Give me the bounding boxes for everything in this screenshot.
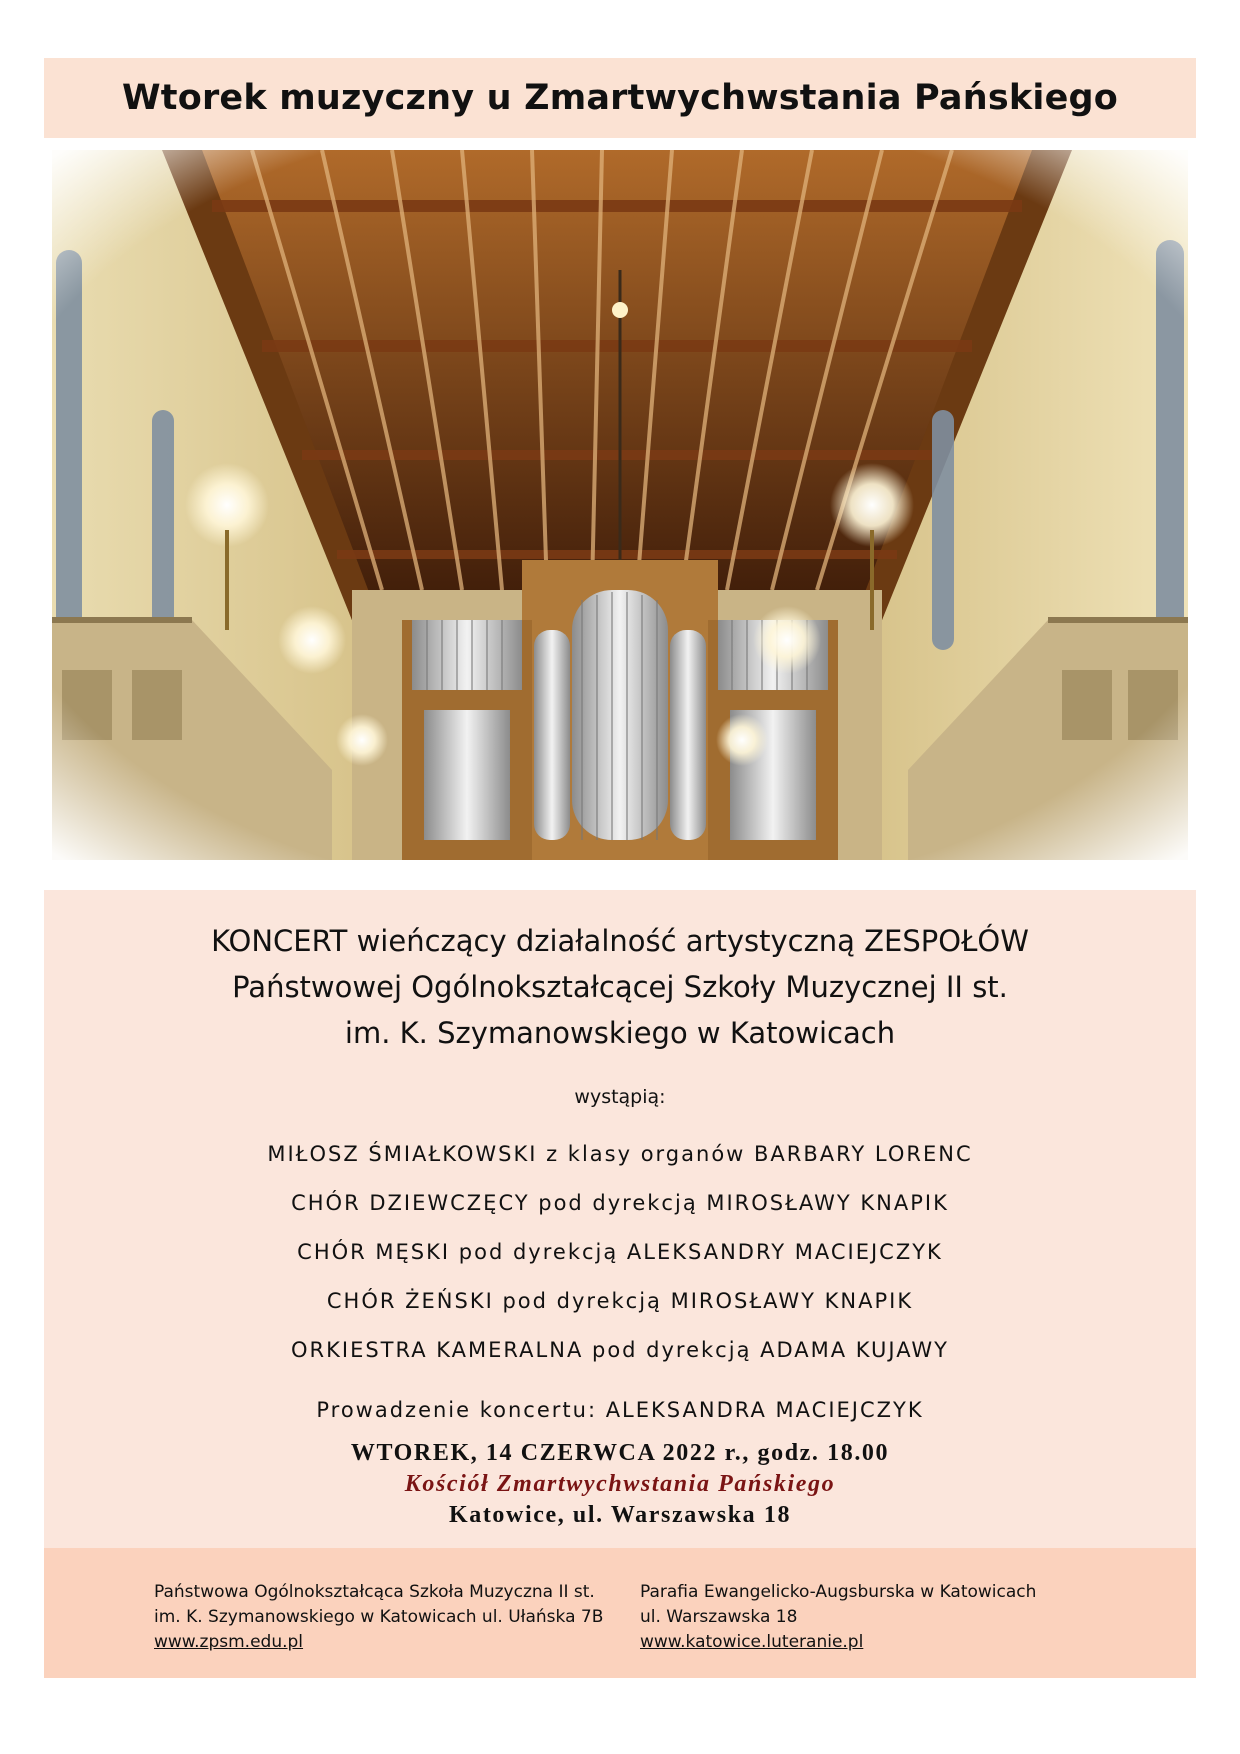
parish-address: ul. Warszawska 18 <box>640 1607 798 1627</box>
concert-intro-line: im. K. Szymanowskiego w Katowicach <box>344 1016 896 1050</box>
church-interior-illustration <box>52 150 1188 860</box>
concert-intro-line: KONCERT wieńczący działalność artystyczną ZESPOŁÓW <box>211 924 1029 958</box>
parish-contact <box>640 1580 1036 1655</box>
performer-item: CHÓR DZIEWCZĘCY pod dyrekcją MIROSŁAWY KNAPIK <box>291 1191 949 1215</box>
concert-host: Prowadzenie koncertu: ALEKSANDRA MACIEJCZYK <box>316 1398 924 1422</box>
performers-label: wystąpią: <box>574 1086 666 1108</box>
poster-title: Wtorek muzyczny u Zmartwychwstania Pańskiego <box>121 78 1119 118</box>
concert-info-panel <box>44 890 1196 1550</box>
poster-header <box>44 58 1196 138</box>
concert-venue: Kościół Zmartwychwstania Pańskiego <box>404 1471 836 1497</box>
school-address: im. K. Szymanowskiego w Katowicach ul. Ułańska 7B <box>154 1607 604 1627</box>
school-website-link[interactable]: www.zpsm.edu.pl <box>154 1632 304 1652</box>
concert-intro-line: Państwowej Ogólnokształcącej Szkoły Muzycznej II st. <box>232 970 1008 1004</box>
performer-item: MIŁOSZ ŚMIAŁKOWSKI z klasy organów BARBARY LORENC <box>267 1142 973 1166</box>
performer-item: CHÓR MĘSKI pod dyrekcją ALEKSANDRY MACIEJCZYK <box>297 1240 943 1264</box>
performers-list <box>44 1130 1196 1375</box>
parish-website-link[interactable]: www.katowice.luteranie.pl <box>640 1632 864 1652</box>
poster-footer <box>44 1548 1196 1678</box>
performer-item: ORKIESTRA KAMERALNA pod dyrekcją ADAMA KUJAWY <box>290 1338 950 1362</box>
school-name: Państwowa Ogólnokształcąca Szkoła Muzyczna II st. <box>154 1582 595 1602</box>
concert-intro <box>44 890 1196 1056</box>
church-interior-photo <box>52 150 1188 860</box>
concert-address: Katowice, ul. Warszawska 18 <box>448 1502 792 1528</box>
concert-datetime: WTOREK, 14 CZERWCA 2022 r., godz. 18.00 <box>350 1440 890 1466</box>
performer-item: CHÓR ŻEŃSKI pod dyrekcją MIROSŁAWY KNAPIK <box>326 1289 914 1313</box>
school-contact <box>154 1580 603 1655</box>
parish-name: Parafia Ewangelicko-Augsburska w Katowicach <box>640 1582 1037 1602</box>
